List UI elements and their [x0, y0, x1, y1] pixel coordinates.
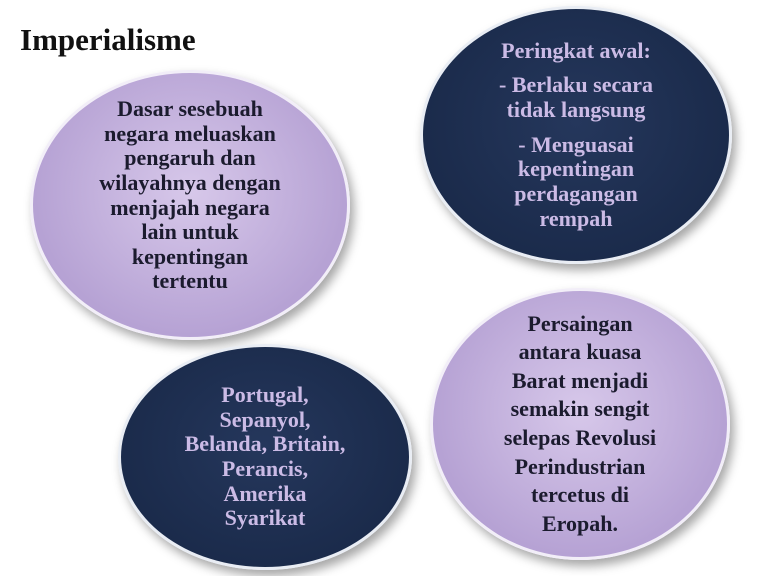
- early-stage-point-line: rempah: [539, 205, 613, 231]
- early-stage-heading: Peringkat awal:: [501, 37, 651, 63]
- rivalry-line: Persaingan: [527, 310, 633, 336]
- early-stage-point-line: - Berlaku secara: [499, 72, 653, 98]
- powers-oval: [118, 344, 412, 570]
- definition-line: wilayahnya dengan: [99, 169, 281, 195]
- powers-line: Sepanyol,: [219, 406, 311, 432]
- rivalry-line: Perindustrian: [514, 453, 646, 479]
- definition-line: pengaruh dan: [124, 145, 256, 171]
- powers-line: Syarikat: [224, 505, 306, 531]
- page-title: Imperialisme: [20, 22, 196, 57]
- definition-line: Dasar sesebuah: [117, 96, 263, 121]
- powers-line: Belanda, Britain,: [184, 431, 346, 457]
- definition-line: menjajah negara: [110, 194, 270, 220]
- early-stage-oval: [420, 6, 732, 264]
- early-stage-point-line: kepentingan: [517, 156, 635, 182]
- powers-line: Perancis,: [221, 456, 309, 481]
- early-stage-point-line: - Menguasai: [518, 131, 634, 157]
- rivalry-line: selepas Revolusi: [503, 425, 657, 450]
- powers-line: Amerika: [223, 480, 307, 506]
- early-stage-point-line: tidak langsung: [506, 97, 646, 123]
- definition-line: lain untuk: [141, 219, 239, 245]
- definition-line: kepentingan: [131, 243, 249, 269]
- powers-line: Portugal,: [221, 382, 309, 408]
- definition-line: tertentu: [152, 268, 228, 294]
- rivalry-line: antara kuasa: [518, 339, 642, 365]
- rivalry-line: Eropah.: [541, 510, 618, 536]
- early-stage-point-line: perdagangan: [514, 180, 638, 206]
- rivalry-line: Barat menjadi: [511, 367, 649, 393]
- rivalry-line: tercetus di: [531, 482, 629, 508]
- rivalry-line: semakin sengit: [510, 396, 650, 422]
- definition-line: negara meluaskan: [104, 120, 276, 146]
- definition-oval: [30, 70, 350, 340]
- rivalry-oval: [430, 288, 730, 560]
